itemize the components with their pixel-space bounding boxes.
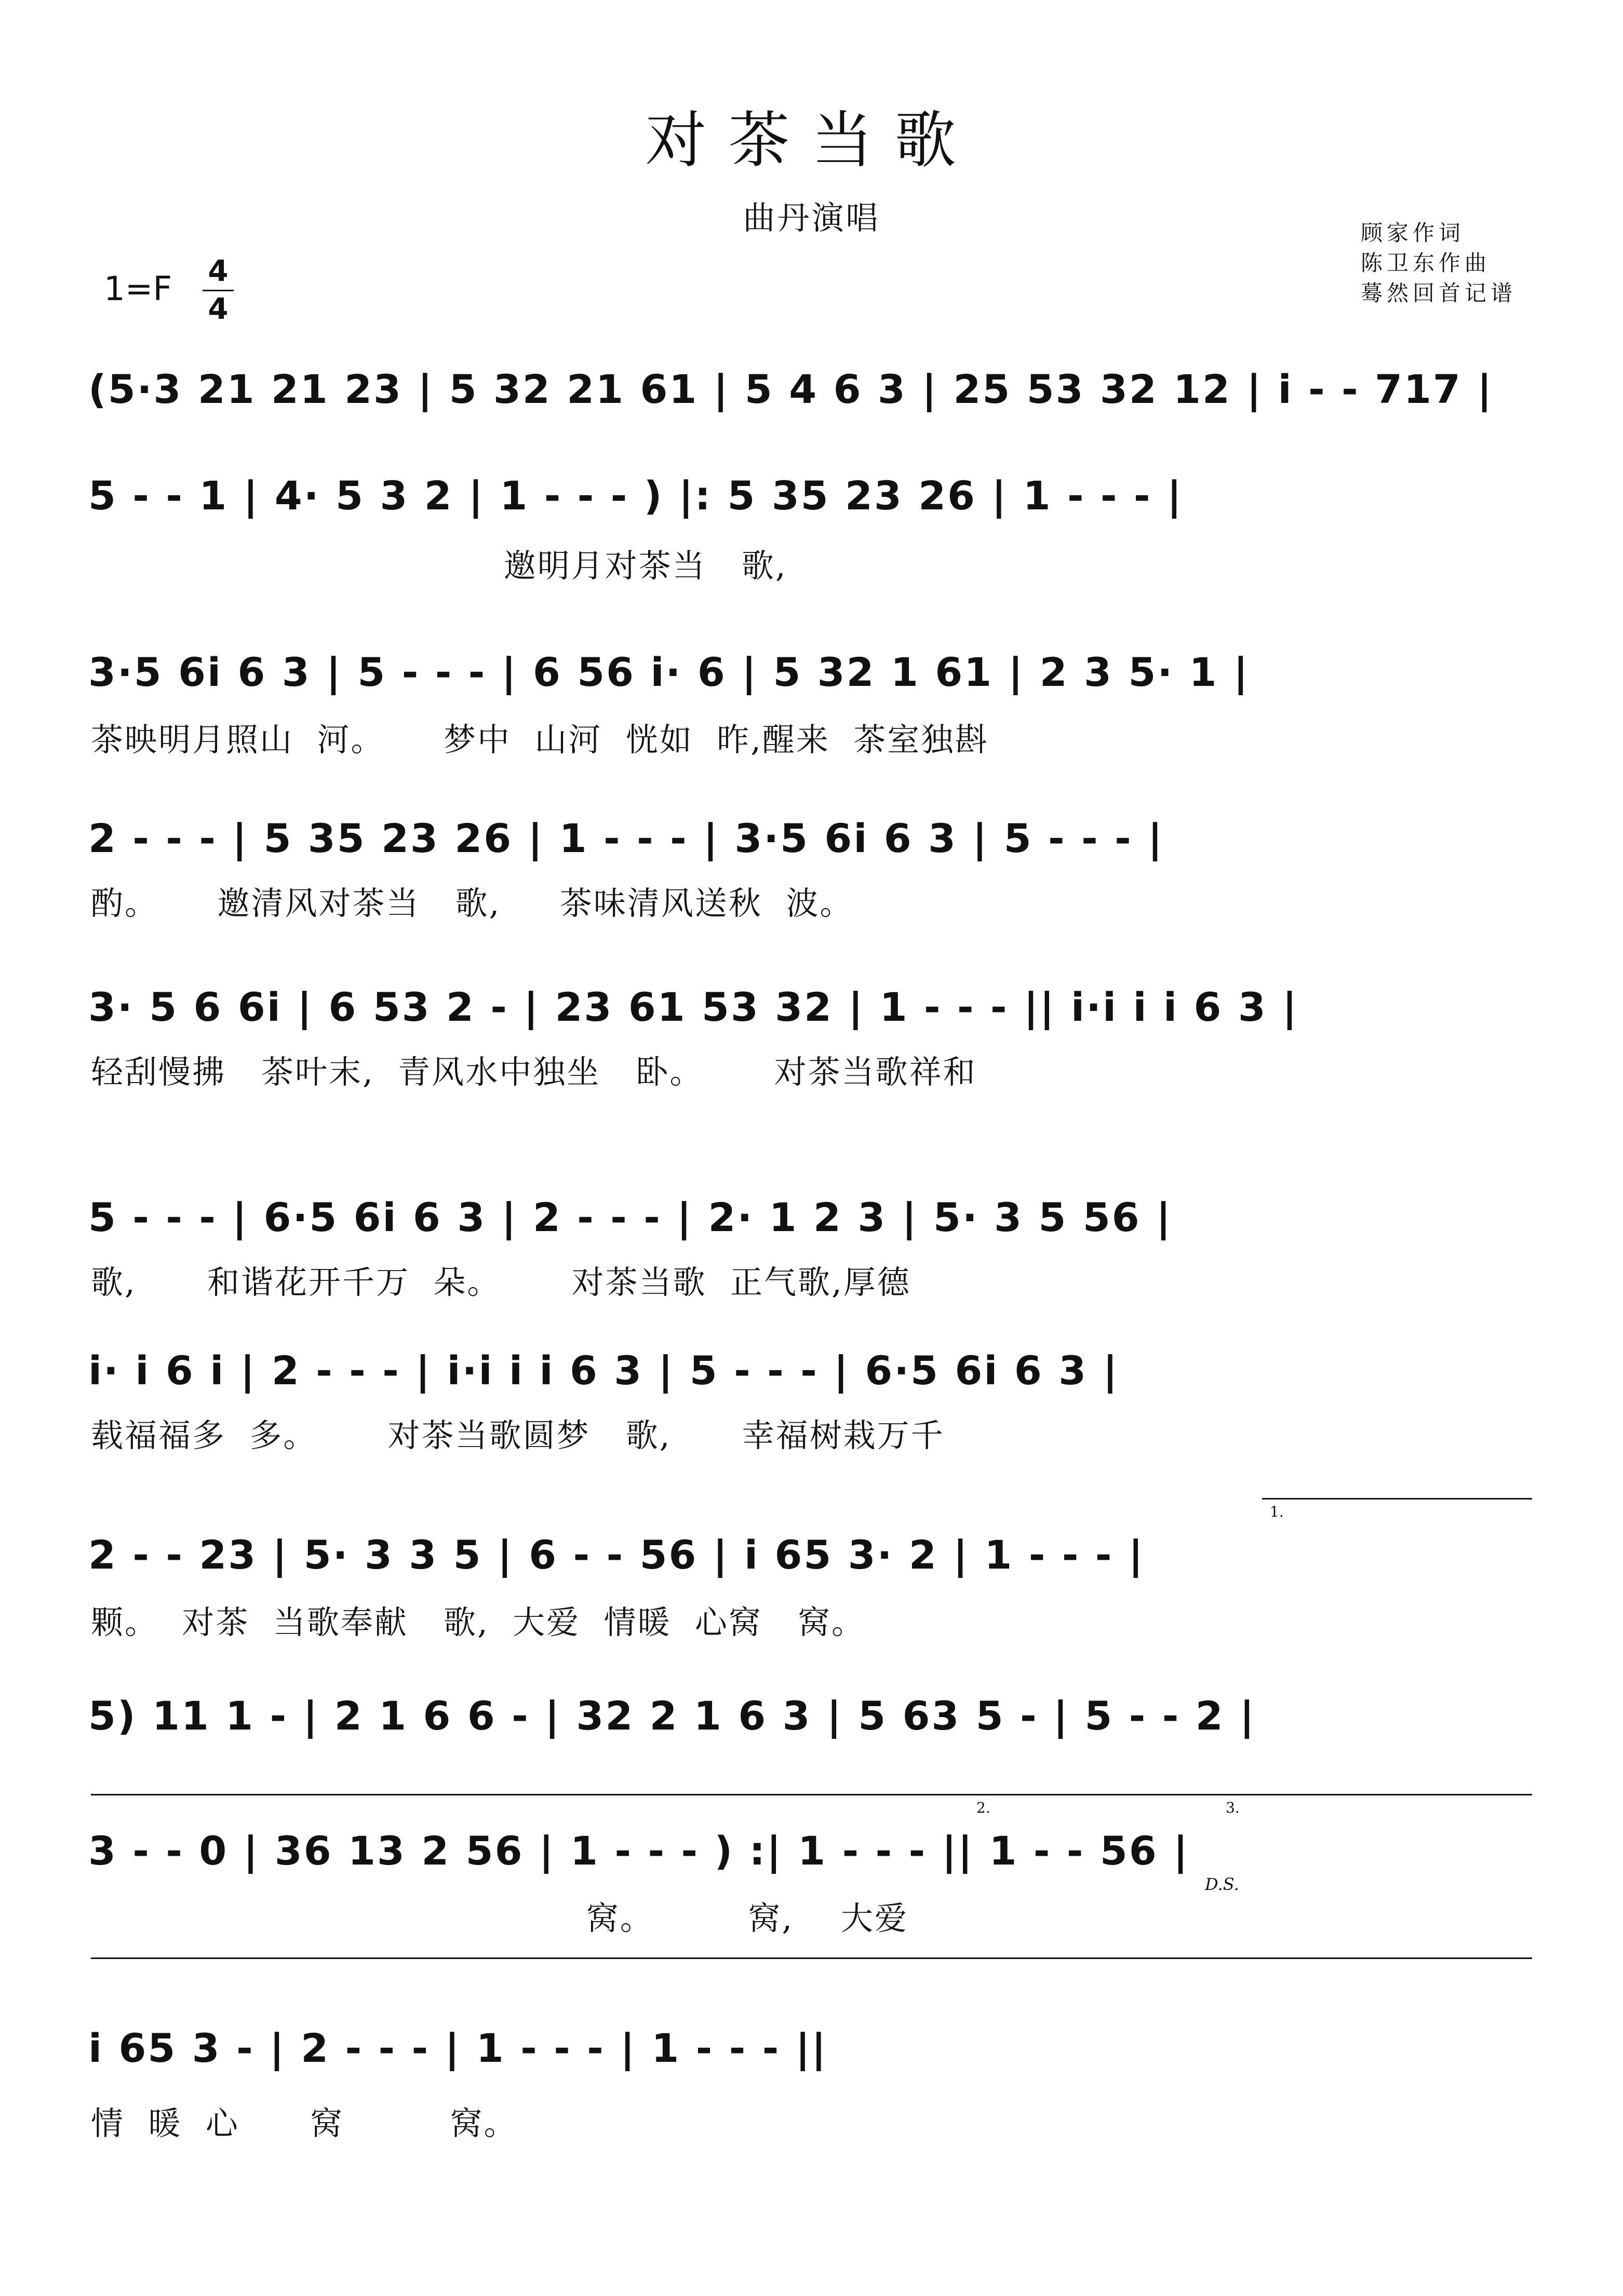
page-title: 对茶当歌 [645, 104, 978, 176]
stave-10-notes: 3 - - 0 | 36 13 2 56 | 1 - - - ) :| 1 - - - || 1 - - 56 | [88, 1828, 1189, 1874]
key-signature: 1=F [104, 270, 172, 308]
stave-5-lyrics: 轻刮慢拂 茶叶末, 青风水中独坐 卧。 对茶当歌祥和 [91, 1053, 977, 1091]
stave-11-lyrics: 情 暖 心 窝 窝。 [91, 2104, 518, 2142]
stave-9-notes: 5) 11 1 - | 2 1 6 6 - | 32 2 1 6 3 | 5 63 5 - | 5 - - 2 | [88, 1693, 1256, 1739]
time-denominator: 4 [208, 292, 229, 326]
ds-mark: D.S. [1205, 1874, 1239, 1894]
lyricist-credit: 顾家作词 [1361, 220, 1465, 246]
stave-7-lyrics: 载福福多 多。 对茶当歌圆梦 歌, 幸福树栽万千 [91, 1416, 945, 1454]
volta-1-bracket [1262, 1498, 1532, 1500]
volta-1-label: 1. [1270, 1503, 1284, 1520]
performer-subtitle: 曲丹演唱 [743, 199, 880, 237]
stave-3-notes: 3·5 6i 6 3 | 5 - - - | 6 56 i· 6 | 5 32 1 61 | 2 3 5· 1 | [88, 649, 1250, 695]
volta-2-3-bracket [91, 1794, 1532, 1795]
transcriber-credit: 蓦然回首记谱 [1361, 280, 1517, 306]
stave-2-notes: 5 - - 1 | 4· 5 3 2 | 1 - - - ) |: 5 35 23 26 | 1 - - - | [88, 472, 1183, 519]
stave-5-notes: 3· 5 6 6i | 6 53 2 - | 23 61 53 32 | 1 - - - || i·i i i 6 3 | [88, 984, 1298, 1030]
stave-4-lyrics: 酌。 邀清风对茶当 歌, 茶味清风送秋 波。 [91, 884, 854, 922]
volta-2-label: 2. [976, 1799, 990, 1816]
stave-8-notes: 2 - - 23 | 5· 3 3 5 | 6 - - 56 | i 65 3· 2 | 1 - - - | [88, 1532, 1145, 1578]
time-signature [203, 253, 234, 328]
stave-8-lyrics: 颗。 对茶 当歌奉献 歌, 大爱 情暖 心窝 窝。 [91, 1603, 866, 1641]
volta-3-label: 3. [1226, 1799, 1240, 1816]
composer-credit: 陈卫东作曲 [1361, 250, 1491, 276]
stave-11-notes: i 65 3 - | 2 - - - | 1 - - - | 1 - - - || [88, 2025, 828, 2071]
stave-1-notes: (5·3 21 21 23 | 5 32 21 61 | 5 4 6 3 | 25 53 32 12 | i - - 717 | [88, 366, 1493, 412]
stave-6-lyrics: 歌, 和谐花开千万 朵。 对茶当歌 正气歌,厚德 [91, 1263, 911, 1301]
time-numerator: 4 [208, 254, 229, 288]
credits [1361, 218, 1579, 308]
stave-7-notes: i· i 6 i | 2 - - - | i·i i i 6 3 | 5 - - - | 6·5 6i 6 3 | [88, 1347, 1119, 1394]
stave-3-lyrics: 茶映明月照山 河。 梦中 山河 恍如 昨,醒来 茶室独斟 [91, 721, 989, 759]
stave-6-notes: 5 - - - | 6·5 6i 6 3 | 2 - - - | 2· 1 2 3 | 5· 3 5 56 | [88, 1194, 1172, 1240]
stave-4-notes: 2 - - - | 5 35 23 26 | 1 - - - | 3·5 6i 6 3 | 5 - - - | [88, 815, 1164, 861]
section-divider [91, 1957, 1532, 1959]
stave-2-lyrics: 邀明月对茶当 歌, [91, 547, 787, 585]
stave-10-lyrics: 窝。 窝, 大爱 [91, 1899, 908, 1937]
